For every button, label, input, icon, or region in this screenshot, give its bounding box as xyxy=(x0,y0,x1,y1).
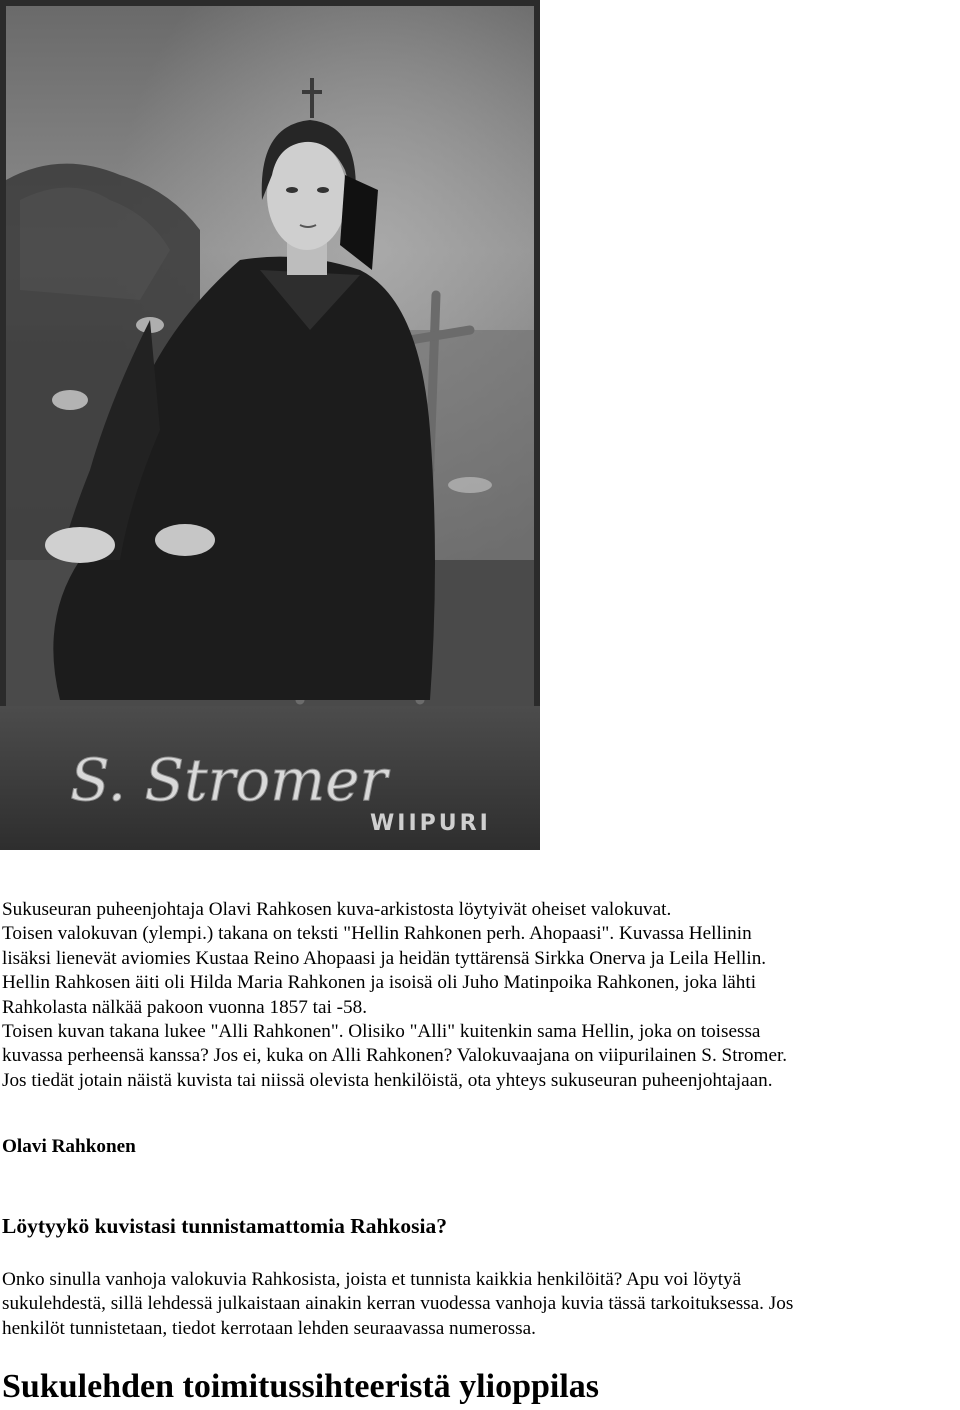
section2-line-1: Onko sinulla vanhoja valokuvia Rahkosista, joista et tunnista kaikkia henkilöitä? Apu voi löytyä xyxy=(2,1269,742,1290)
vintage-portrait-photo xyxy=(0,0,540,850)
article-line-4: Hellin Rahkosen äiti oli Hilda Maria Rahkonen ja isoisä oli Juho Matinpoika Rahkonen, joka lähti xyxy=(2,972,757,994)
article-line-1: Sukuseuran puheenjohtaja Olavi Rahkosen kuva-arkistosta löytyivät oheiset valokuvat. xyxy=(2,899,672,920)
photographer-city: WIIPURI xyxy=(370,811,491,836)
portrait-image xyxy=(0,0,540,850)
article-line-8: Jos tiedät jotain näistä kuvista tai niissä olevista henkilöistä, ota yhteys sukuseuran puheenjohtajaan. xyxy=(2,1069,773,1091)
article-line-3: lisäksi lienevät aviomies Kustaa Reino Ahopaasi ja heidän tyttärensä Sirkka Onerva ja Leila Hellin. xyxy=(2,947,767,969)
article-line-6: Toisen kuvan takana lukee "Alli Rahkonen". Olisiko "Alli" kuitenkin sama Hellin, joka on toisessa xyxy=(2,1021,761,1043)
section2-line-3: henkilöt tunnistetaan, tiedot kerrotaan lehden seuraavassa numerossa. xyxy=(2,1317,536,1339)
article-line-2: Toisen valokuvan (ylempi.) takana on teksti "Hellin Rahkonen perh. Ahopaasi". Kuvassa Hellinin xyxy=(2,923,752,945)
section-heading-editor-graduate: Sukulehden toimitussihteeristä ylioppilas xyxy=(2,1368,600,1405)
photographer-signature: S. Stromer xyxy=(70,746,388,814)
article-author: Olavi Rahkonen xyxy=(2,1136,136,1157)
section2-line-2: sukulehdestä, sillä lehdessä julkaistaan ainakin kerran vuodessa vanhoja kuvia tässä tarkoituksessa. Jos xyxy=(2,1293,794,1315)
article-line-7: kuvassa perheensä kanssa? Jos ei, kuka on Alli Rahkonen? Valokuvaajana on viipurilainen S. Stromer. xyxy=(2,1045,788,1067)
article-line-5: Rahkolasta nälkää pakoon vuonna 1857 tai -58. xyxy=(2,996,368,1018)
section-heading-unidentified-photos: Löytyykö kuvistasi tunnistamattomia Rahkosia? xyxy=(2,1214,448,1238)
article-body xyxy=(2,898,957,1093)
section-body-unidentified-photos xyxy=(2,1268,957,1341)
